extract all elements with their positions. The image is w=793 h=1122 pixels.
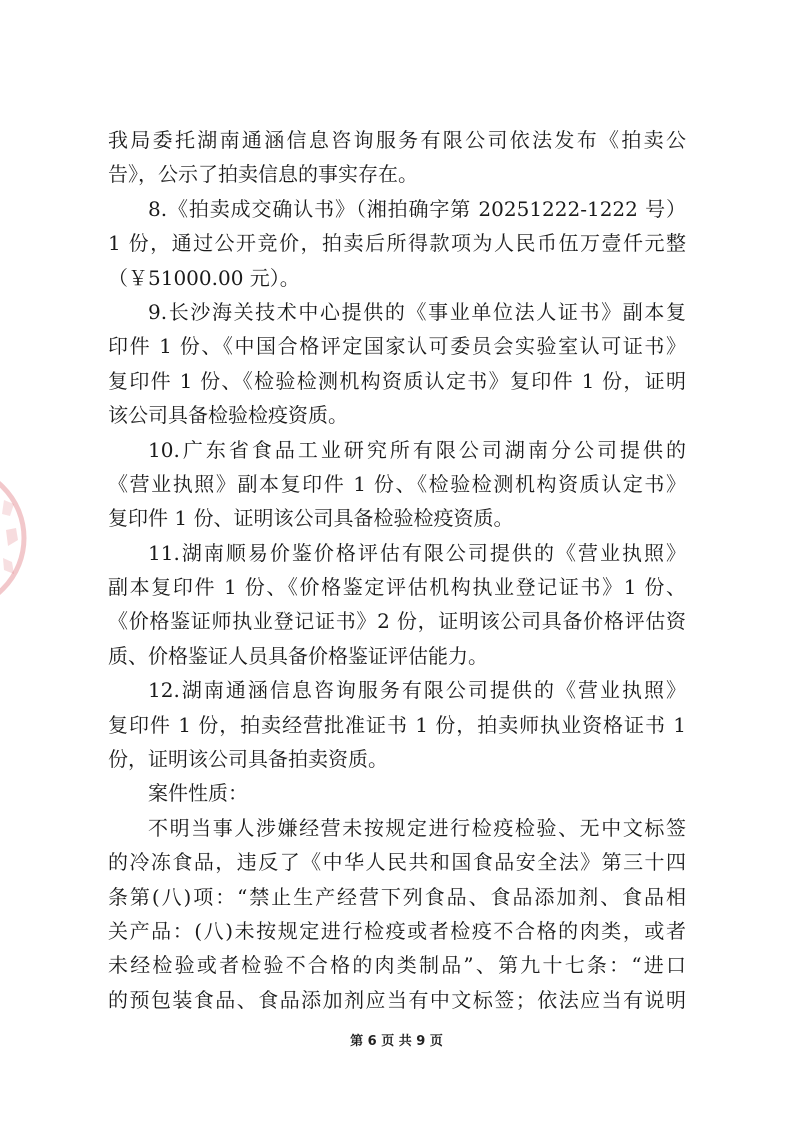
text-line: 《价格鉴证师执业登记证书》2 份，证明该公司具备价格评估资 [108,609,686,634]
text-line: 复印件 1 份、《检验检测机构资质认定书》复印件 1 份，证明 [108,368,686,393]
text-line: （￥51000.00 元）。 [108,265,300,290]
paragraph [108,811,686,1017]
text-line: 份，证明该公司具备拍卖资质。 [108,747,388,772]
text-line: 9.长沙海关技术中心提供的《事业单位法人证书》副本复 [148,299,686,324]
paragraph [108,433,686,536]
paragraph [108,673,686,776]
text-line: 的预包装食品、食品添加剂应当有中文标签；依法应当有说明 [108,987,686,1012]
text-line: 复印件 1 份，拍卖经营批准证书 1 份，拍卖师执业资格证书 1 [108,712,686,737]
text-line: 我局委托湖南通涵信息咨询服务有限公司依法发布《拍卖公 [108,128,686,152]
paragraph [108,295,686,433]
section-heading [108,776,686,810]
text-line: 条第(八)项：“禁止生产经营下列食品、食品添加剂、食品相 [108,884,686,909]
text-line: 12.湖南通涵信息咨询服务有限公司提供的《营业执照》 [148,678,686,703]
text-line: 关产品：(八)未按规定进行检疫或者检疫不合格的肉类，或者 [108,918,686,943]
body-text [108,123,686,1017]
text-line: 10.广东省食品工业研究所有限公司湖南分公司提供的 [148,437,686,462]
paragraph [108,123,686,192]
paragraph [108,192,686,295]
text-line: 副本复印件 1 份、《价格鉴定评估机构执业登记证书》1 份、 [108,575,686,600]
text-line: 印件 1 份、《中国合格评定国家认可委员会实验室认可证书》 [108,334,686,359]
text-line: 《营业执照》副本复印件 1 份、《检验检测机构资质认定书》 [108,471,686,496]
text-line: 1 份，通过公开竞价，拍卖后所得款项为人民币伍万壹仟元整 [108,231,686,256]
paragraph [108,536,686,674]
text-line: 复印件 1 份、证明该公司具备检验检疫资质。 [108,506,514,531]
text-line: 的冷冻食品，违反了《中华人民共和国食品安全法》第三十四 [108,850,686,875]
text-line: 不明当事人涉嫌经营未按规定进行检疫检验、无中文标签 [148,815,686,840]
page-number: 第 6 页 共 9 页 [350,1034,443,1049]
text-line: 案件性质： [148,781,248,806]
text-line: 8.《拍卖成交确认书》（湘拍确字第 20251222-1222 号） [148,196,686,221]
text-line: 质、价格鉴证人员具备价格鉴证评估能力。 [108,643,488,668]
text-line: 11.湖南顺易价鉴价格评估有限公司提供的《营业执照》 [148,540,686,565]
seal-fragment [0,470,36,610]
text-line: 该公司具备检验检疫资质。 [108,403,348,428]
text-line: 未经检验或者检验不合格的肉类制品”、第九十七条：“进口 [108,953,686,978]
text-line: 告》，公示了拍卖信息的事实存在。 [108,162,418,187]
